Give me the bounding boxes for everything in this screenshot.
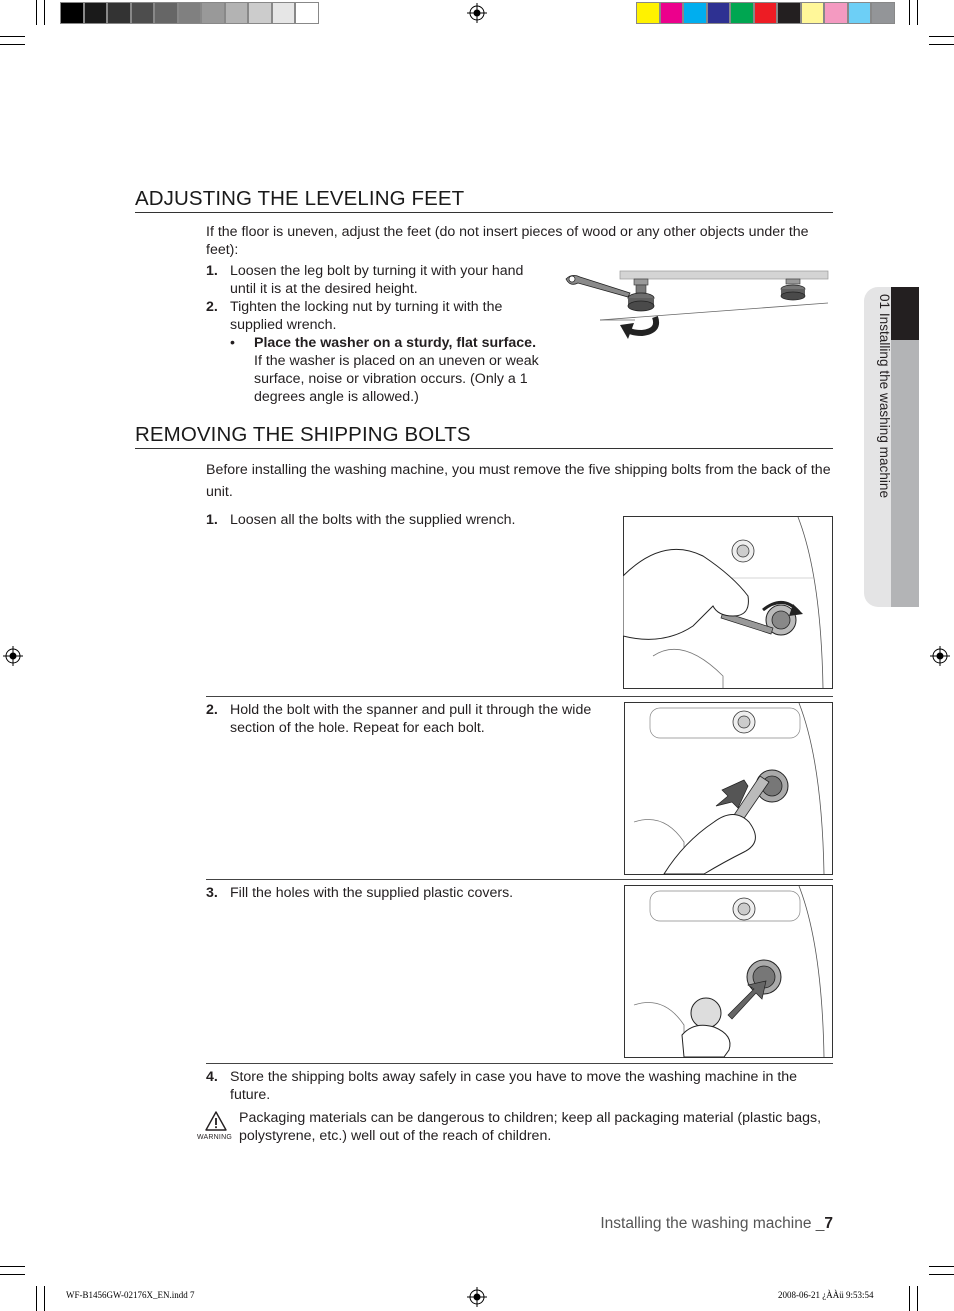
step-divider (206, 1063, 833, 1064)
warning-triangle-icon (205, 1111, 227, 1131)
bolts-step-2: Hold the bolt with the spanner and pull it through the wide section of the hole. Repeat for each bolt. (230, 702, 592, 736)
section-heading-leveling-feet: ADJUSTING THE LEVELING FEET (135, 187, 833, 213)
color-swatch (848, 2, 872, 24)
registration-mark-icon (930, 646, 950, 666)
color-swatch (801, 2, 825, 24)
registration-mark-icon (3, 646, 23, 666)
step-number: 1. (206, 512, 218, 528)
color-swatch (707, 2, 731, 24)
color-swatch (248, 2, 272, 24)
color-swatch (272, 2, 296, 24)
bullet-icon: • (230, 335, 235, 351)
bolts-step-1: Loosen all the bolts with the supplied wrench. (230, 512, 516, 528)
bullet-title: Place the washer on a sturdy, flat surface. (254, 335, 537, 351)
loosen-bolts-illustration (623, 516, 833, 689)
step-number: 1. (206, 263, 218, 279)
insert-covers-illustration (624, 885, 833, 1058)
step-number: 4. (206, 1069, 218, 1085)
color-swatch (295, 2, 319, 24)
step-number: 2. (206, 702, 218, 718)
page-number: 7 (824, 1215, 833, 1232)
pull-bolts-illustration (624, 702, 833, 875)
color-swatch (871, 2, 895, 24)
color-swatch (636, 2, 660, 24)
leveling-step-2: Tighten the locking nut by turning it with the supplied wrench. (230, 299, 503, 333)
step-divider (206, 879, 833, 880)
leveling-step-1: Loosen the leg bolt by turning it with your hand until it is at the desired height. (230, 263, 524, 297)
step-divider (206, 696, 833, 697)
bolts-step-4: Store the shipping bolts away safely in case you have to move the washing machine in the future. (230, 1069, 798, 1103)
color-swatch (178, 2, 202, 24)
shipping-bolts-intro: Before installing the washing machine, you must remove the five shipping bolts from the back of the unit. (206, 462, 831, 500)
color-swatch (683, 2, 707, 24)
color-swatch (84, 2, 108, 24)
slug-filename: WF-B1456GW-02176X_EN.indd 7 (66, 1290, 195, 1300)
bullet-body: If the washer is placed on an uneven or weak surface, noise or vibration occurs. (Only a 1 degrees angle is allowed.) (254, 353, 539, 405)
color-swatch (107, 2, 131, 24)
bolts-step-3: Fill the holes with the supplied plastic covers. (230, 885, 514, 901)
color-swatch (824, 2, 848, 24)
color-swatch (754, 2, 778, 24)
color-swatch (201, 2, 225, 24)
warning-label: WARNING (197, 1134, 232, 1141)
color-swatch (154, 2, 178, 24)
leveling-intro: If the floor is uneven, adjust the feet (do not insert pieces of wood or any other objects under the feet): (206, 224, 809, 258)
warning-text: Packaging materials can be dangerous to children; keep all packaging material (plastic bags, polystyrene, etc.) well out of the reach of children. (239, 1110, 822, 1144)
registration-mark-icon (467, 1287, 487, 1307)
color-swatch (730, 2, 754, 24)
color-swatch (131, 2, 155, 24)
color-swatch (60, 2, 84, 24)
slug-timestamp: 2008-06-21 ¿ÀÀü 9:53:54 (778, 1290, 874, 1300)
color-swatch (777, 2, 801, 24)
chapter-side-tab-label: 01 Installing the washing machine (877, 294, 892, 499)
step-number: 2. (206, 299, 218, 315)
leveling-feet-illustration (560, 265, 832, 343)
page-footer (600, 1215, 833, 1233)
registration-mark-icon (467, 3, 487, 23)
color-swatch (225, 2, 249, 24)
footer-label: Installing the washing machine _ (600, 1215, 825, 1232)
section-heading-shipping-bolts: REMOVING THE SHIPPING BOLTS (135, 423, 833, 449)
color-swatch (660, 2, 684, 24)
step-number: 3. (206, 885, 218, 901)
